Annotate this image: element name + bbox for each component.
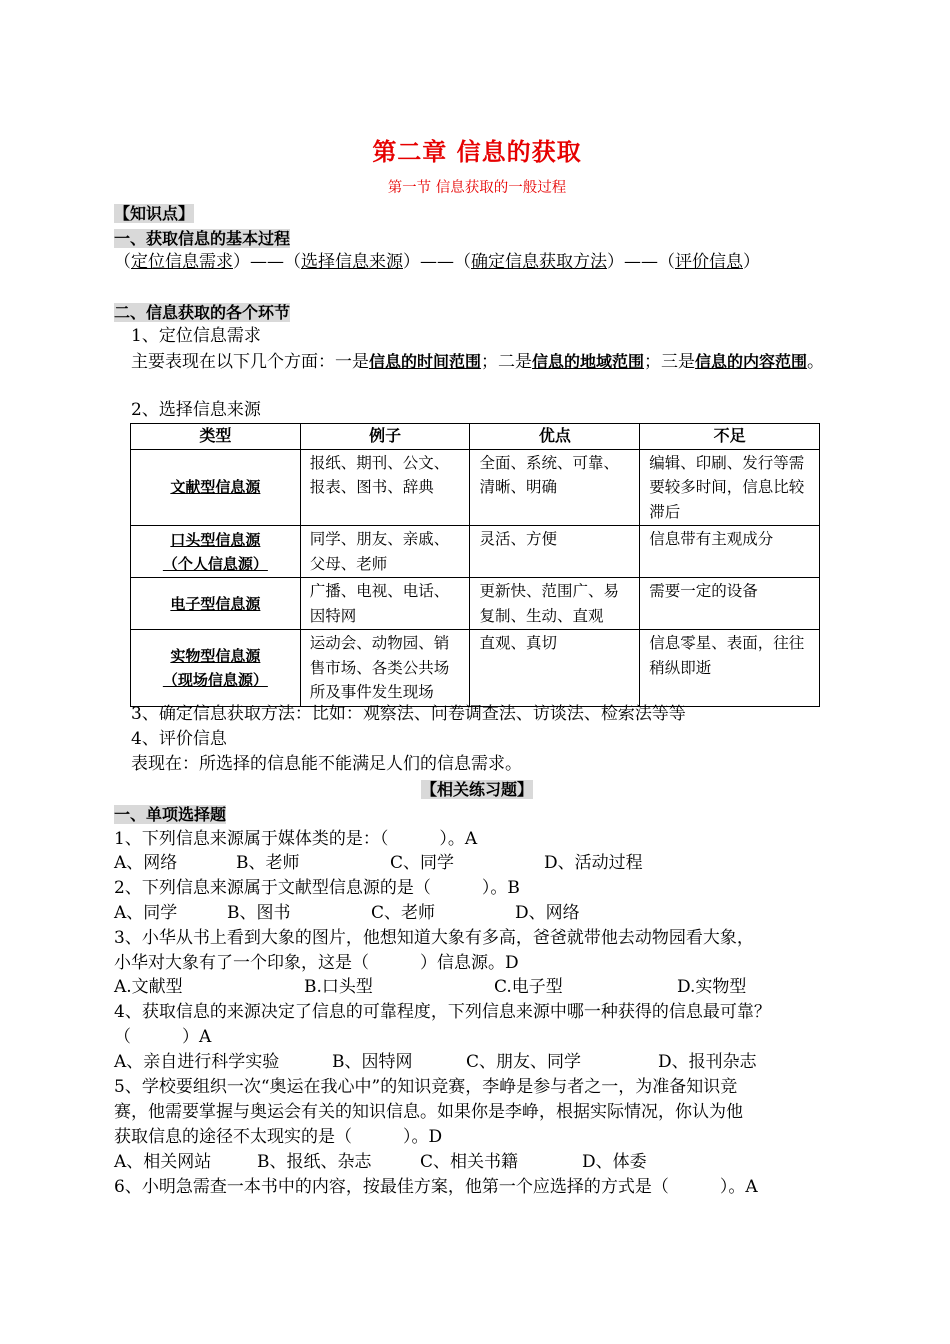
pros-cell: 灵活、方便 bbox=[470, 526, 640, 578]
pros-cell: 直观、真切 bbox=[470, 630, 640, 707]
pros-cell: 全面、系统、可靠、清晰、明确 bbox=[470, 449, 640, 526]
option-b: B.口头型 bbox=[304, 977, 373, 997]
type-cell bbox=[131, 449, 301, 526]
step-separator: ）——（ bbox=[607, 252, 675, 272]
option-d: D、网络 bbox=[515, 903, 580, 923]
option-d: D、活动过程 bbox=[544, 853, 643, 873]
question-1-options bbox=[114, 851, 840, 876]
question-3-options bbox=[114, 975, 840, 1000]
exercise-header-line bbox=[114, 777, 840, 803]
sec2-heading-line bbox=[114, 300, 840, 326]
sec1-heading: 一、获取信息的基本过程 bbox=[114, 229, 291, 248]
question-5-line-2: 赛，他需要掌握与奥运会有关的知识信息。如果你是李峥，根据实际情况，你认为他 bbox=[114, 1102, 743, 1122]
knowledge-header-line bbox=[114, 201, 840, 227]
example-cell: 广播、电视、电话、因特网 bbox=[300, 578, 470, 630]
option-d: D、体委 bbox=[582, 1152, 647, 1172]
option-c: C、老师 bbox=[371, 903, 436, 923]
item-4-text: 表现在：所选择的信息能不能满足人们的信息需求。 bbox=[131, 754, 522, 774]
type-label: 电子型信息源 bbox=[170, 594, 261, 613]
step-4: 评价信息 bbox=[675, 252, 743, 272]
cons-cell: 信息带有主观成分 bbox=[640, 526, 820, 578]
sec2-heading: 二、信息获取的各个环节 bbox=[114, 303, 291, 322]
question-5-options bbox=[114, 1150, 840, 1175]
step-separator: ）——（ bbox=[233, 252, 301, 272]
pros-cell: 更新快、范围广、易复制、生动、直观 bbox=[470, 578, 640, 630]
header-type: 类型 bbox=[131, 424, 301, 450]
time-range: 信息的时间范围 bbox=[369, 352, 482, 371]
header-pros: 优点 bbox=[470, 424, 640, 450]
option-b: B、老师 bbox=[236, 853, 300, 873]
cons-cell: 需要一定的设备 bbox=[640, 578, 820, 630]
question-2: 2、下列信息来源属于文献型信息源的是（ ）。B bbox=[114, 878, 520, 898]
header-example: 例子 bbox=[300, 424, 470, 450]
exercise-heading-line bbox=[114, 802, 840, 828]
item-1-end: 。 bbox=[807, 352, 825, 372]
option-d: D.实物型 bbox=[677, 977, 747, 997]
option-a: A、亲自进行科学实验 bbox=[114, 1052, 280, 1072]
cons-cell: 编辑、印刷、发行等需要较多时间，信息比较滞后 bbox=[640, 449, 820, 526]
option-c: C、同学 bbox=[390, 853, 455, 873]
option-c: C.电子型 bbox=[494, 977, 563, 997]
question-4-line-2: （ ）A bbox=[114, 1027, 212, 1047]
question-4-options bbox=[114, 1050, 840, 1075]
item-1-lead: 主要表现在以下几个方面：一是 bbox=[131, 352, 369, 372]
option-d: D、报刊杂志 bbox=[658, 1052, 757, 1072]
paren-open: （ bbox=[114, 252, 131, 272]
region-range: 信息的地域范围 bbox=[532, 352, 645, 371]
table-row bbox=[131, 630, 820, 707]
question-1: 1、下列信息来源属于媒体类的是：（ ）。A bbox=[114, 829, 478, 849]
section-subtitle: 第一节 信息获取的一般过程 bbox=[387, 180, 567, 196]
option-a: A、相关网站 bbox=[114, 1152, 212, 1172]
question-3-line-2: 小华对大象有了一个印象，这是（ ）信息源。D bbox=[114, 953, 519, 973]
option-c: C、相关书籍 bbox=[420, 1152, 519, 1172]
item-3: 3、确定信息获取方法：比如：观察法、问卷调查法、访谈法、检索法等等 bbox=[131, 704, 686, 724]
question-4-line-1: 4、获取信息的来源决定了信息的可靠程度，下列信息来源中哪一种获得的信息最可靠？ bbox=[114, 1002, 771, 1022]
question-2-options bbox=[114, 901, 840, 926]
example-cell: 报纸、期刊、公文、报表、图书、辞典 bbox=[300, 449, 470, 526]
step-3: 确定信息获取方法 bbox=[471, 252, 607, 272]
item-1: 1、定位信息需求 bbox=[131, 326, 261, 346]
type-label: 口头型信息源 bbox=[170, 530, 261, 549]
example-cell: 同学、朋友、亲戚、父母、老师 bbox=[300, 526, 470, 578]
option-b: B、报纸、杂志 bbox=[257, 1152, 372, 1172]
type-cell bbox=[131, 526, 301, 578]
exercise-heading: 一、单项选择题 bbox=[114, 805, 227, 824]
type-sublabel: （现场信息源） bbox=[162, 670, 268, 689]
step-separator: ）——（ bbox=[403, 252, 471, 272]
type-cell bbox=[131, 630, 301, 707]
question-3-line-1: 3、小华从书上看到大象的图片，他想知道大象有多高，爸爸就带他去动物园看大象， bbox=[114, 928, 754, 948]
sec1-heading-line bbox=[114, 226, 840, 252]
option-b: B、因特网 bbox=[332, 1052, 413, 1072]
table-row bbox=[131, 578, 820, 630]
option-a: A.文献型 bbox=[114, 977, 183, 997]
table-row bbox=[131, 449, 820, 526]
item-1-mid: ；三是 bbox=[644, 352, 696, 372]
step-1: 定位信息需求 bbox=[131, 252, 233, 272]
option-a: A、网络 bbox=[114, 853, 178, 873]
table-header-row bbox=[131, 424, 820, 450]
option-c: C、朋友、同学 bbox=[466, 1052, 582, 1072]
item-4: 4、评价信息 bbox=[131, 729, 227, 749]
paren-close: ） bbox=[743, 252, 760, 272]
chapter-title: 第二章 信息的获取 bbox=[372, 138, 582, 166]
type-label: 实物型信息源 bbox=[170, 646, 261, 665]
example-cell: 运动会、动物园、销售市场、各类公共场所及事件发生现场 bbox=[300, 630, 470, 707]
step-2: 选择信息来源 bbox=[301, 252, 403, 272]
type-label: 文献型信息源 bbox=[170, 478, 261, 497]
option-b: B、图书 bbox=[227, 903, 291, 923]
item-1-mid: ；二是 bbox=[481, 352, 533, 372]
option-a: A、同学 bbox=[114, 903, 178, 923]
cons-cell: 信息零星、表面，往往稍纵即逝 bbox=[640, 630, 820, 707]
process-steps bbox=[114, 250, 840, 274]
question-5-line-3: 获取信息的途径不太现实的是（ ）。D bbox=[114, 1127, 443, 1147]
type-cell bbox=[131, 578, 301, 630]
item-2: 2、选择信息来源 bbox=[131, 400, 261, 420]
question-6: 6、小明急需查一本书中的内容，按最佳方案，他第一个应选择的方式是（ ）。A bbox=[114, 1177, 758, 1197]
item-1-text bbox=[114, 349, 840, 375]
info-source-table bbox=[130, 423, 820, 707]
question-5-line-1: 5、学校要组织一次“奥运在我心中”的知识竞赛，李峥是参与者之一，为准备知识竞 bbox=[114, 1077, 738, 1097]
type-sublabel: （个人信息源） bbox=[162, 554, 268, 573]
knowledge-header: 【知识点】 bbox=[114, 204, 195, 223]
table-row bbox=[131, 526, 820, 578]
header-cons: 不足 bbox=[640, 424, 820, 450]
content-range: 信息的内容范围 bbox=[695, 352, 808, 371]
exercise-header: 【相关练习题】 bbox=[420, 780, 533, 799]
